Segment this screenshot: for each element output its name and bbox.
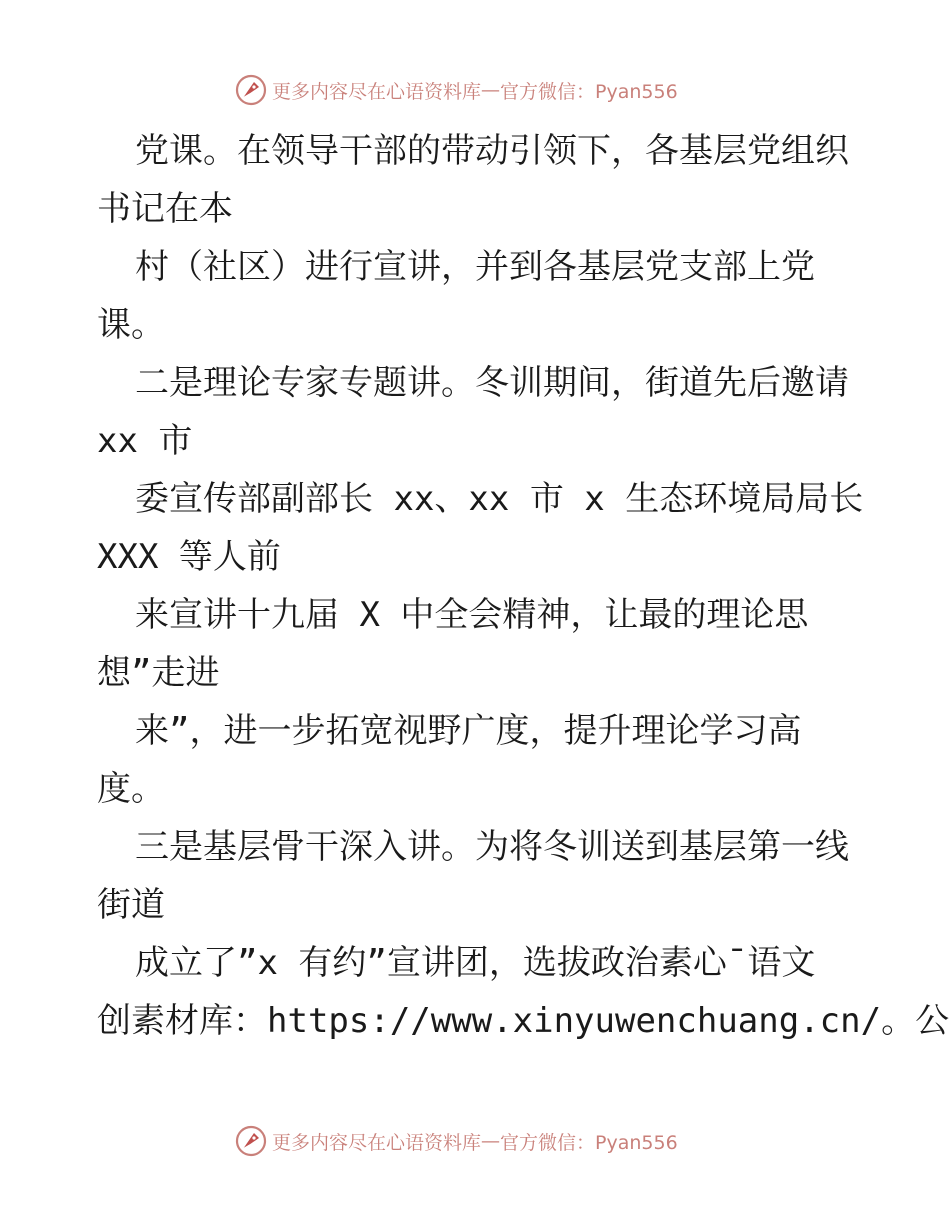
watermark-text: 更多内容尽在心语资料库 <box>272 1131 482 1154</box>
text-line: 村（社区）进行宣讲，并到各基层党支部上党 <box>135 247 815 287</box>
text-line: 街道 <box>97 885 165 925</box>
text-line: XXX 等人前 <box>97 537 281 577</box>
watermark-dash: — <box>481 79 501 101</box>
text-line: 三是基层骨干深入讲。为将冬训送到基层第一线 <box>135 827 849 867</box>
watermark-text: 更多内容尽在心语资料库 <box>272 80 482 103</box>
text-line: 课。 <box>97 305 165 345</box>
header-watermark <box>234 70 734 110</box>
text-line: xx 市 <box>97 421 193 461</box>
watermark-wechat: 官方微信：Pyan556 <box>500 1131 678 1154</box>
watermark-dash: — <box>481 1130 501 1152</box>
document-body <box>97 122 950 1050</box>
text-line: 党课。在领导干部的带动引领下，各基层党组织 <box>135 131 849 171</box>
watermark-wechat: 官方微信：Pyan556 <box>500 80 678 103</box>
text-line: 想”走进 <box>97 653 220 693</box>
pen-nib-logo-icon <box>234 1124 268 1158</box>
text-line: 来”，进一步拓宽视野广度，提升理论学习高 <box>135 711 802 751</box>
text-line: 成立了”x 有约”宣讲团，选拔政治素心¯语文 <box>135 943 816 983</box>
text-line: 度。 <box>97 769 165 809</box>
text-line: 创素材库：https://www.xinyuwenchuang.cn/。公 <box>97 1001 950 1041</box>
pen-nib-logo-icon <box>234 73 268 107</box>
footer-watermark <box>234 1121 734 1161</box>
text-line: 委宣传部副部长 xx、xx 市 x 生态环境局局长 <box>135 479 864 519</box>
text-line: 书记在本 <box>97 189 233 229</box>
text-line: 来宣讲十九届 X 中全会精神，让最的理论思 <box>135 595 809 635</box>
text-line: 二是理论专家专题讲。冬训期间，街道先后邀请 <box>135 363 849 403</box>
